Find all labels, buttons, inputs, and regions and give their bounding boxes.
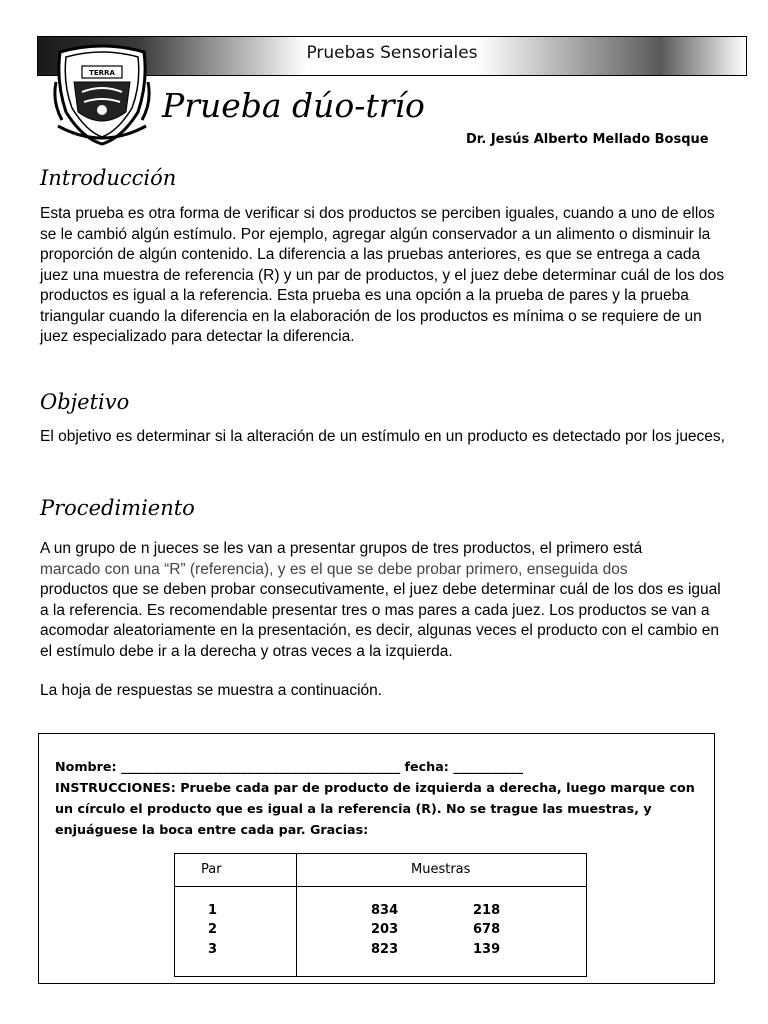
- instructions-text: INSTRUCCIONES: Pruebe cada par de producto de izquierda a derecha, luego marque con un círculo el producto que es igual a la referencia (R). No se trague las muestras, y enjuáguese la boca entre cada par. Gracias:: [55, 780, 695, 837]
- procedimiento-rest: productos que se deben probar consecutivamente, el juez debe determinar cuál de los dos es igual a la referencia. Es recomendable presentar tres o mas pares a cada juez. Los productos se van a acomodar aleatoriamente en la presentación, es decir, algunas veces el producto con el cambio en el estímulo debe ir a la derecha y otras veces a la izquierda.: [40, 581, 721, 660]
- table-header-divider: [175, 886, 586, 887]
- table-row-3-par: 3: [208, 942, 218, 957]
- response-form: [38, 733, 715, 984]
- table-header-muestras: Muestras: [411, 862, 471, 877]
- procedimiento-body: [40, 539, 730, 662]
- table-row-2-sample-b: 678: [473, 922, 501, 937]
- procedimiento-line-1: A un grupo de n jueces se les van a presentar grupos de tres productos, el primero está: [40, 540, 643, 557]
- header-bar-title: Pruebas Sensoriales: [306, 43, 478, 63]
- introduccion-body: Esta prueba es otra forma de verificar si dos productos se perciben iguales, cuando a uno de ellos se le cambió algún estímulo. Por ejemplo, agregar algún conservador a un alimento o disminuir la proporción de algún contenido. La diferencia a las pruebas anteriores, es que se entrega a cada juez una muestra de referencia (R) y un par de productos, y el juez debe determinar cuál de los dos productos es igual a la referencia. Esta prueba es una opción a la prueba de pares y la prueba triangular cuando la diferencia en la elaboración de los productos es mínima o se requiere de un juez especializado para detectar la diferencia.: [40, 205, 725, 345]
- section-title-objetivo: Objetivo: [40, 390, 130, 414]
- table-row-3-sample-a: 823: [371, 942, 399, 957]
- table-column-divider: [296, 854, 297, 976]
- page-title: Prueba dúo-trío: [162, 86, 425, 125]
- samples-table: [174, 853, 587, 977]
- table-row-1-sample-a: 834: [371, 903, 399, 918]
- table-header-par: Par: [201, 862, 222, 877]
- name-date-line: Nombre: ____________________________________________ fecha: ___________: [55, 759, 524, 774]
- table-row-1-sample-b: 218: [473, 903, 501, 918]
- procedimiento-closing: La hoja de respuestas se muestra a continuación.: [40, 682, 383, 699]
- table-row-3-sample-b: 139: [473, 942, 501, 957]
- table-row-2-sample-a: 203: [371, 922, 399, 937]
- table-row-2-par: 2: [208, 922, 218, 937]
- university-crest-icon: [52, 42, 152, 146]
- crest-text: TERRA: [89, 69, 115, 77]
- section-title-procedimiento: Procedimiento: [40, 496, 195, 520]
- section-title-introduccion: Introducción: [40, 166, 177, 190]
- table-row-1-par: 1: [208, 903, 218, 918]
- form-text: [55, 756, 705, 840]
- procedimiento-line-2: marcado con una “R” (referencia), y es el que se debe probar primero, enseguida dos: [40, 560, 628, 578]
- objetivo-body: El objetivo es determinar si la alteración de un estímulo en un producto es detectado por los jueces,: [40, 428, 725, 445]
- author-name: Dr. Jesús Alberto Mellado Bosque: [466, 132, 709, 147]
